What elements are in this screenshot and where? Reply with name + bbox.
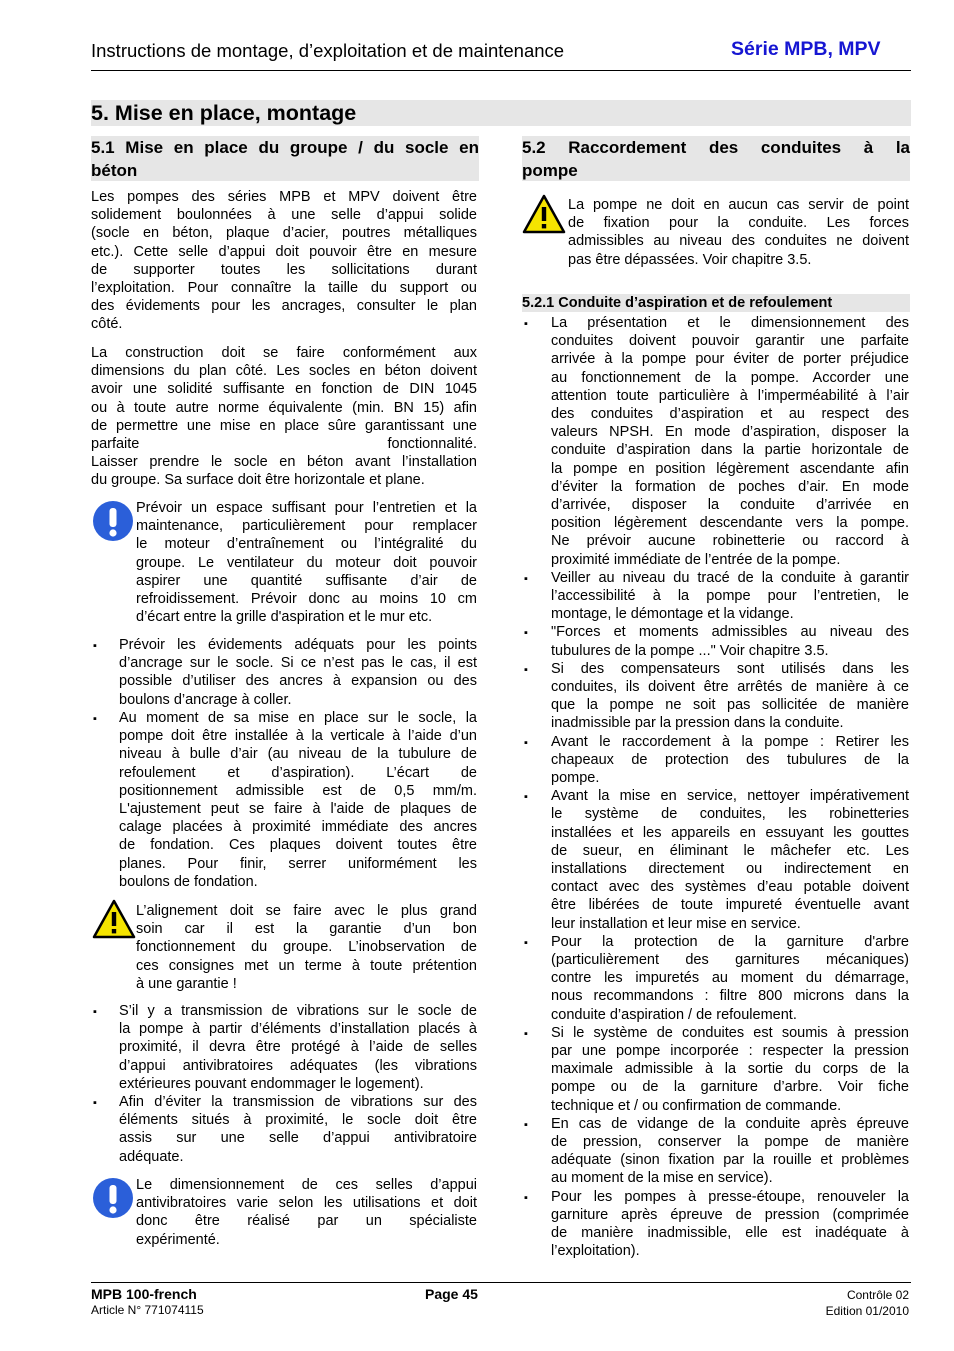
text-line: Avant le raccordement à la pompe : Retirer les [551, 733, 909, 750]
text-line: extérieures pouvant endommager le logement). [119, 1075, 424, 1092]
bullet: ▪ [524, 627, 528, 640]
text-line: l’exploitation). [551, 1243, 640, 1260]
text-line: être libérées de toute impureté éventuelle avant [551, 897, 909, 914]
text-line: Pour les pompes à presse-étoupe, renouveler la [551, 1188, 909, 1205]
text-line: nous recommandons : filtre 800 microns dans la [551, 988, 909, 1005]
bullet: ▪ [524, 736, 528, 749]
text-line: pas être dépassées. Voir chapitre 3.5. [568, 251, 812, 268]
paragraph-construction [91, 344, 477, 490]
text-line: de pression, conserver la pompe de manière [551, 1134, 909, 1150]
text-line: l’exploitation. Pour connaître la taille du support ou [91, 280, 477, 297]
text-line: conduite d’aspiration dans la partie horizontale de [551, 442, 909, 459]
text-line: contact avec des systèmes d’eau potable doivent [551, 879, 909, 896]
text-line: chapeaux de protection des tubulures de la [551, 751, 909, 768]
text-line: boulons d’ancrage à coller. [119, 691, 292, 708]
note-antivibration-sizing [136, 1176, 477, 1249]
section-title: 5. Mise en place, montage [91, 101, 357, 125]
text-line: antivibratoires varie selon les utilisations et doit [136, 1195, 477, 1212]
text-line: de sueur, en éliminant le mâchefer etc. Les [551, 842, 909, 859]
pipe-bullet-item [551, 623, 909, 659]
text-line: au moment de la mise en service). [551, 1170, 773, 1187]
text-line: En cas de vidange de la conduite après épreuve [551, 1115, 909, 1132]
text-line: de supporter toutes les sollicitations durant [91, 261, 477, 278]
text-line: pompe doit être installée à la verticale à l’aide d’un [119, 728, 477, 745]
text-line: inadmissible par la pression dans la conduite. [551, 715, 844, 732]
text-line: solidement boulonnées à une selle d’appui solide [91, 207, 477, 224]
heading-line: pompe [522, 161, 578, 180]
text-line: proximité immédiate de l’entrée de la pompe. [551, 551, 841, 568]
text-line: la pompe en position légèrement ascendante afin [551, 460, 909, 477]
text-line: de permettre une mise en place sûre garantissant une [91, 417, 477, 434]
text-line: tubulures de la pompe ..." Voir chapitre 3.5. [551, 642, 829, 659]
text-line: d’écart entre la grille d'aspiration et le mur etc. [136, 609, 433, 626]
text-line: "Forces et moments admissibles au niveau des [551, 624, 909, 641]
bullet: ▪ [524, 572, 528, 585]
text-line: l’accessibilité à la pompe pour l’entretien, le [551, 588, 909, 604]
text-line: proximité, il devra être protégé à l’aide de selles [119, 1039, 477, 1056]
text-line: maintenance, particulièrement pour remplacer [136, 518, 477, 535]
text-line: par une pompe incorporée : respecter la pression [551, 1043, 909, 1059]
footer-rule [91, 1282, 911, 1283]
text-line: Prévoir un espace suffisant pour l’entretien et la [136, 500, 477, 516]
heading-line: 5.1 Mise en place du groupe / du socle en [91, 138, 479, 157]
text-line: attention toute particulière à l’imperméabilité à l’air [551, 387, 909, 404]
bullet: ▪ [524, 663, 528, 676]
text-line: adéquate (sinon fixation par la rouille et problèmes [551, 1152, 909, 1169]
text-line: d’arrivée, disposer la conduite d’arrivée en [551, 497, 909, 514]
text-line: La construction doit se faire conformément aux [91, 345, 477, 361]
pipe-bullet-item [551, 569, 909, 624]
text-line: calage placées à proximité immédiate des ancres [119, 819, 477, 836]
text-line: soin car il est la garantie d’un bon [136, 921, 477, 938]
text-line: groupe. Le ventilateur du moteur doit pouvoir [136, 554, 477, 571]
footer-control: Contrôle 02 [846, 1288, 909, 1302]
text-line: etc.). Cette selle d’appui doit pouvoir être en mesure [91, 243, 477, 260]
text-line: La présentation et le dimensionnement des [551, 315, 909, 331]
text-line: niveau à bulle d’air (au niveau de la tubulure de [119, 746, 477, 763]
text-line: possible d’utiliser des ancres à expansion ou des [119, 673, 477, 690]
text-line: aspirer une quantité suffisante d’air de [136, 572, 477, 589]
text-line: planes. Pour finir, serrer uniformément les [119, 855, 477, 872]
text-line: boulons de fondation. [119, 873, 258, 890]
bullet: ▪ [93, 1006, 97, 1018]
text-line: Si le système de conduites est soumis à pression [551, 1024, 909, 1041]
text-line: Laisser prendre le socle en béton avant l’installation [91, 454, 477, 471]
pipe-bullet-item [551, 314, 909, 569]
footer-article-number: Article N° 771074115 [91, 1303, 204, 1317]
subsection-heading-5-1 [91, 136, 479, 181]
warning-triangle-icon [92, 899, 136, 939]
text-line: garniture après épreuve de pression (comprimée [551, 1206, 909, 1223]
text-line: ou à toute autre norme équivalente (min. BN 15) afin [91, 399, 477, 416]
text-line: expérimenté. [136, 1231, 220, 1248]
exclamation-note-icon [92, 1177, 134, 1219]
text-line: éléments situés à proximité, le socle doit être [119, 1112, 477, 1129]
text-line: Veiller au niveau du tracé de la conduite à garantir [551, 569, 909, 586]
text-line: le système de conduites, les robinetteries [551, 806, 909, 823]
text-line: Si des compensateurs sont utilisés dans les [551, 660, 909, 677]
text-line: conduite d’aspiration / de refoulement. [551, 1006, 797, 1023]
text-line: La pompe ne doit en aucun cas servir de point [568, 197, 909, 213]
bullet: ▪ [93, 1097, 97, 1109]
note-maintenance-space [136, 499, 477, 626]
pipe-bullet-item [551, 1115, 909, 1188]
warning-pipe-fixation [568, 196, 909, 269]
text-line: refoulement et d’aspiration). L’écart de [119, 764, 477, 781]
text-line: de fondation. Ces plaques doivent toutes être [119, 837, 477, 854]
text-line: du groupe. Sa surface doit être horizontale et plane. [91, 472, 425, 489]
heading-line: béton [91, 161, 138, 180]
pipe-bullet-item [551, 660, 909, 733]
text-line: Ne prévoir aucune robinetterie ou raccord à [551, 533, 909, 550]
text-line: positionnement admissible est de 0,5 mm/m. [119, 782, 477, 799]
text-line: des évidements pour les ancrages, consulter le plan [91, 298, 477, 315]
subsection-heading-5-2 [522, 136, 910, 181]
exclamation-note-icon [92, 500, 134, 542]
text-line: Avant la mise en service, nettoyer impérativement [551, 788, 909, 805]
text-line: avoir une solidité suffisante en fonction de DIN 1045 [91, 381, 477, 398]
series-title: Série MPB, MPV [731, 38, 881, 60]
text-line: (particulièrement des garnitures mécaniques) [551, 952, 909, 968]
document-header-title: Instructions de montage, d’exploitation et de maintenance [91, 40, 565, 61]
bullet: ▪ [524, 936, 528, 949]
footer-edition: Edition 01/2010 [825, 1304, 909, 1318]
text-line: conduites doivent pouvoir garantir une parfaite [551, 333, 909, 350]
text-line: installations directement ou indirectement en [551, 861, 909, 877]
text-line: L'ajustement peut se faire à l'aide de plaques de [119, 801, 477, 818]
heading-line: 5.2 Raccordement des conduites à la [522, 138, 910, 157]
text-line: que la pompe ne soit pas sollicitée de manière [551, 697, 909, 714]
bullet-vibration-protection [119, 1002, 477, 1093]
text-line: contre les impuretés au moment du démarrage, [551, 970, 909, 987]
text-line: maximale admissible à la sortie du corps de la [551, 1061, 909, 1078]
text-line: montage, le démontage et la vidange. [551, 606, 794, 623]
text-line: Au moment de sa mise en place sur le socle, la [119, 710, 477, 726]
text-line: position légèrement descendante vers la pompe. [551, 515, 909, 532]
warning-triangle-icon [522, 194, 566, 234]
text-line: Le dimensionnement de ces selles d’appui [136, 1177, 477, 1193]
subsection-heading-5-2-1: 5.2.1 Conduite d’aspiration et de refoulement [522, 294, 910, 312]
text-line: Pour la protection de la garniture d'arbre [551, 933, 909, 950]
text-line: à une garantie ! [136, 975, 237, 992]
text-line: L’alignement doit se faire avec le plus grand [136, 903, 477, 919]
pipe-bullet-item [551, 933, 909, 1024]
text-line: au fonctionnement de la pompe. Accorder une [551, 369, 909, 386]
text-line: refroidissement. Prévoir donc au moins 10 cm [136, 591, 477, 608]
bullet: ▪ [93, 713, 97, 725]
text-line: assis sur une selle d’appui antivibratoire [119, 1130, 477, 1147]
text-line: Afin d’éviter la transmission de vibrations sur des [119, 1094, 477, 1110]
paragraph-foundation [91, 188, 477, 334]
text-line: de manière inadmissible, elle est inadéquate à [551, 1225, 909, 1241]
text-line: installées et les appareils en essuyant les gouttes [551, 824, 909, 841]
text-line: dimensions du plan côté. Les socles en béton doivent [91, 363, 477, 380]
bullet-anchor-recesses [119, 636, 477, 709]
text-line: la pompe à partir d’éléments d’installation placés à [119, 1021, 477, 1038]
text-line: technique et / ou confirmation de commande. [551, 1097, 842, 1114]
bullet: ▪ [524, 1118, 528, 1131]
footer-page-number: Page 45 [425, 1286, 478, 1302]
bullet: ▪ [524, 318, 528, 330]
bullet-vertical-alignment [119, 709, 477, 891]
bullet-antivibration-seat [119, 1093, 477, 1166]
text-line: Les pompes des séries MPB et MPV doivent être [91, 189, 477, 205]
text-line: d’éviter la formation de poches d’air. En mode [551, 478, 909, 495]
bullet: ▪ [524, 1027, 528, 1040]
warning-alignment [136, 902, 477, 993]
text-line: Prévoir les évidements adéquats pour les points [119, 637, 477, 653]
text-line: côté. [91, 316, 123, 333]
bullet: ▪ [524, 1191, 528, 1204]
pipe-bullet-item [551, 1024, 909, 1115]
text-line: d’appui antivibratoires adéquates (les vibrations [119, 1057, 477, 1074]
pipe-bullet-item [551, 787, 909, 933]
text-line: (socle en béton, plaque d’acier, poutres métalliques [91, 225, 477, 242]
text-line: arrivée à la pompe pour éviter de porter préjudice [551, 351, 909, 368]
pipe-bullet-item [551, 1188, 909, 1261]
text-line: des conduites d’aspiration et au respect des [551, 406, 909, 423]
text-line: parfaite fonctionnalité. [91, 436, 477, 453]
text-line: de fixation pour la conduite. Les forces [568, 215, 909, 232]
text-line: leur installation et leur mise en service. [551, 915, 801, 932]
text-line: d’ancrage sur le socle. Si ce n’est pas le cas, il est [119, 655, 477, 672]
text-line: fonctionnement du groupe. L’inobservation de [136, 939, 477, 956]
text-line: conduites, ils doivent être arrêtés de manière à ce [551, 679, 909, 695]
text-line: donc être réalisé par un spécialiste [136, 1213, 477, 1230]
text-line: pompe ou de la garniture d’arbre. Voir fiche [551, 1079, 909, 1096]
bullet: ▪ [524, 791, 528, 804]
bullet: ▪ [93, 640, 97, 652]
header-rule [91, 70, 911, 71]
text-line: le moteur d’entraînement ou l’intégralité du [136, 536, 477, 553]
text-line: S’il y a transmission de vibrations sur le socle de [119, 1003, 477, 1019]
text-line: valeurs NPSH. En mode d’aspiration, disposer la [551, 424, 909, 441]
footer-doc-id: MPB 100-french [91, 1286, 197, 1302]
text-line: pompe. [551, 770, 600, 786]
text-line: admissibles au niveau des conduites ne doivent [568, 233, 909, 250]
pipe-bullet-item [551, 733, 909, 788]
text-line: adéquate. [119, 1148, 184, 1165]
text-line: ces consignes met un terme à toute prétention [136, 957, 477, 974]
